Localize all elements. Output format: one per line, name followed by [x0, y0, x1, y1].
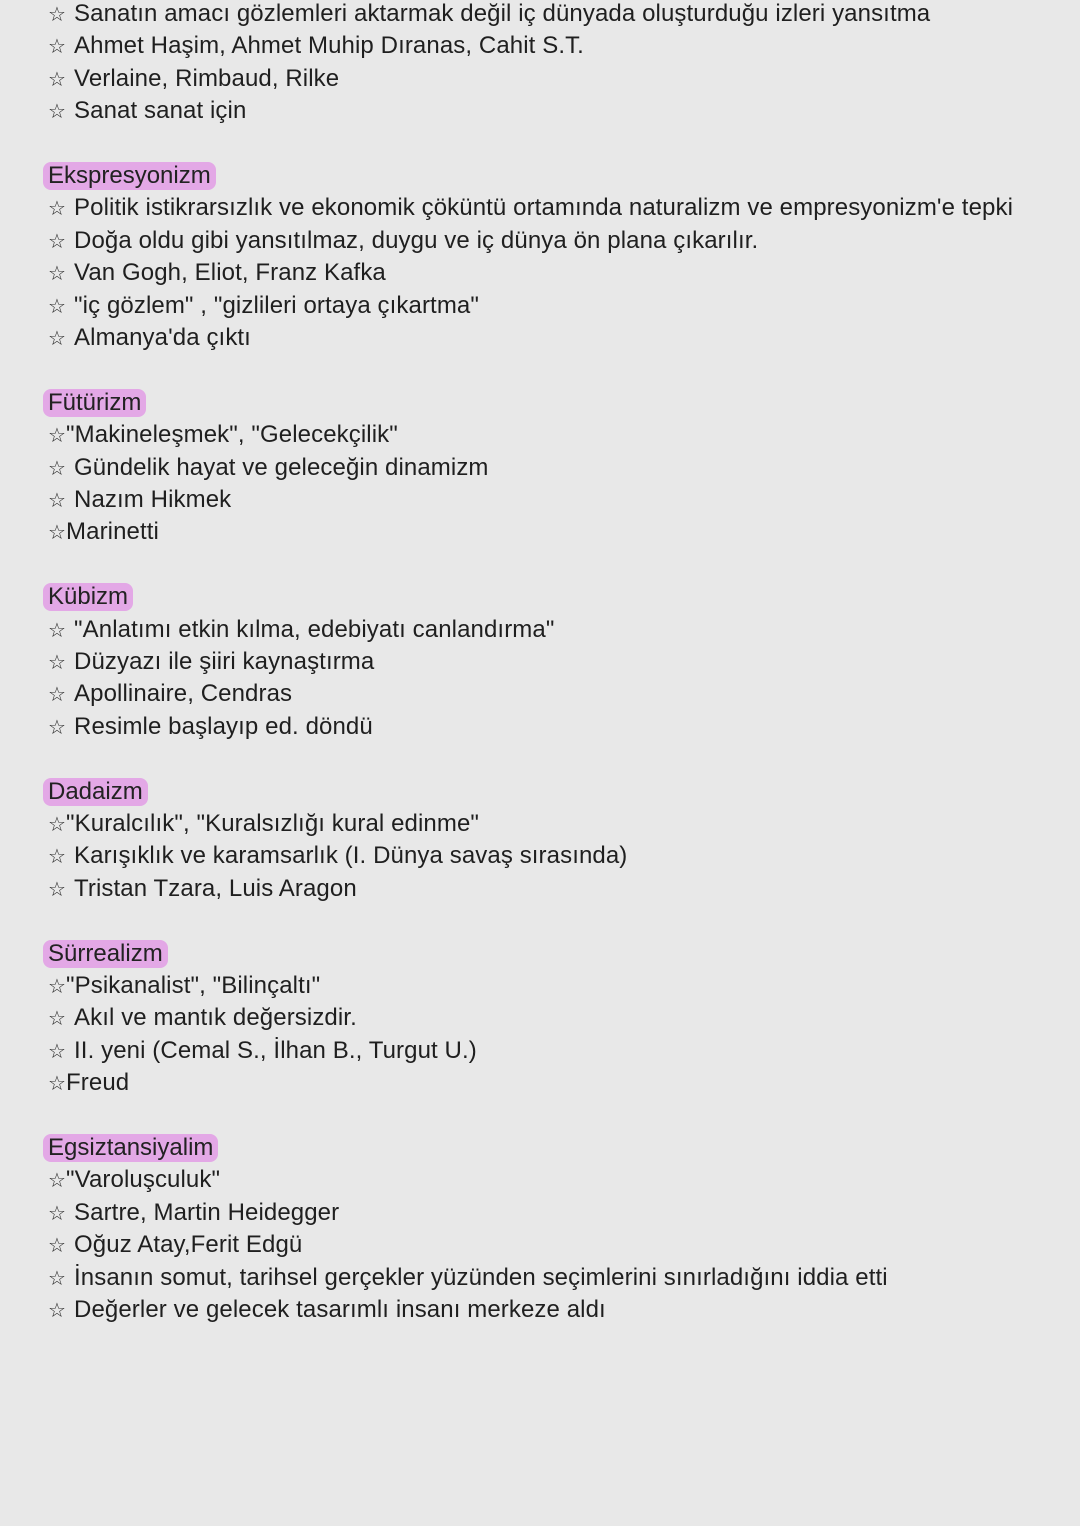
- bullet-text: Düzyazı ile şiiri kaynaştırma: [74, 648, 375, 675]
- star-bullet-icon: ☆: [48, 1038, 67, 1063]
- bullet-item: [48, 1229, 302, 1261]
- bullet-item: [48, 646, 374, 678]
- bullet-text: Akıl ve mantık değersizdir.: [74, 1004, 357, 1032]
- bullet-item: [48, 0, 930, 30]
- section-heading: Ekspresyonizm: [43, 162, 216, 190]
- bullet-item: [48, 808, 479, 840]
- bullet-text: "Kuralcılık", "Kuralsızlığı kural edinme": [66, 810, 480, 837]
- section-heading: Fütürizm: [43, 389, 146, 417]
- star-bullet-icon: ☆: [48, 423, 67, 448]
- bullet-item: [48, 1294, 606, 1326]
- star-bullet-icon: ☆: [48, 714, 67, 739]
- star-bullet-icon: ☆: [48, 1006, 67, 1031]
- bullet-text: Politik istikrarsızlık ve ekonomik çöküntü ortamında naturalizm ve empresyonizm'e tepki: [74, 194, 1013, 222]
- star-bullet-icon: ☆: [48, 812, 67, 836]
- star-bullet-icon: ☆: [48, 1168, 67, 1193]
- bullet-text: Apollinaire, Cendras: [74, 680, 293, 708]
- bullet-text: "iç gözlem" , "gizlileri ortaya çıkartma": [74, 291, 479, 319]
- star-bullet-icon: ☆: [48, 844, 67, 869]
- star-bullet-icon: ☆: [48, 876, 67, 901]
- bullet-text: "Anlatımı etkin kılma, edebiyatı canlandırma": [74, 615, 555, 643]
- bullet-item: [48, 257, 386, 289]
- star-bullet-icon: ☆: [48, 617, 67, 642]
- bullet-item: [48, 516, 159, 548]
- star-bullet-icon: ☆: [48, 682, 67, 707]
- bullet-text: Oğuz Atay,Ferit Edgü: [74, 1231, 303, 1259]
- section-heading: Dadaizm: [43, 778, 148, 806]
- star-bullet-icon: ☆: [48, 1298, 67, 1322]
- star-bullet-icon: ☆: [48, 974, 67, 998]
- star-bullet-icon: ☆: [48, 455, 67, 480]
- section-heading: Sürrealizm: [43, 940, 168, 968]
- bullet-item: [48, 225, 758, 257]
- bullet-item: [48, 873, 357, 905]
- section-heading: Kübizm: [43, 583, 133, 611]
- bullet-text: Freud: [66, 1069, 130, 1097]
- bullet-item: [48, 95, 246, 127]
- bullet-item: [48, 711, 373, 743]
- bullet-item: [48, 30, 584, 62]
- star-bullet-icon: ☆: [48, 488, 67, 512]
- bullet-item: [48, 1002, 357, 1034]
- bullet-text: Sanatın amacı gözlemleri aktarmak değil iç dünyada oluşturduğu izleri yansıtma: [74, 0, 931, 27]
- bullet-text: II. yeni (Cemal S., İlhan B., Turgut U.): [74, 1036, 477, 1064]
- star-bullet-icon: ☆: [48, 1071, 67, 1096]
- star-bullet-icon: ☆: [48, 228, 67, 253]
- bullet-text: Gündelik hayat ve geleceğin dinamizm: [74, 453, 489, 481]
- star-bullet-icon: ☆: [48, 261, 67, 286]
- bullet-text: "Varoluşculuk": [66, 1166, 221, 1194]
- star-bullet-icon: ☆: [48, 293, 67, 318]
- star-bullet-icon: ☆: [48, 520, 67, 545]
- bullet-item: [48, 452, 489, 484]
- bullet-item: [48, 63, 339, 95]
- star-bullet-icon: ☆: [48, 2, 67, 26]
- bullet-item: [48, 419, 398, 451]
- star-bullet-icon: ☆: [48, 1265, 67, 1290]
- bullet-item: [48, 290, 479, 322]
- bullet-item: [48, 322, 251, 354]
- bullet-text: Van Gogh, Eliot, Franz Kafka: [74, 259, 386, 287]
- bullet-text: Almanya'da çıktı: [74, 324, 251, 351]
- bullet-text: Karışıklık ve karamsarlık (I. Dünya savaş sırasında): [74, 842, 628, 870]
- star-bullet-icon: ☆: [48, 34, 67, 59]
- bullet-item: [48, 1067, 129, 1099]
- bullet-text: "Makineleşmek", "Gelecekçilik": [66, 421, 398, 449]
- bullet-text: Resimle başlayıp ed. döndü: [74, 712, 373, 740]
- star-bullet-icon: ☆: [48, 650, 67, 674]
- star-bullet-icon: ☆: [48, 1200, 67, 1225]
- bullet-item: [48, 1197, 339, 1229]
- bullet-item: [48, 678, 292, 710]
- bullet-text: Değerler ve gelecek tasarımlı insanı merkeze aldı: [74, 1296, 606, 1323]
- bullet-text: Doğa oldu gibi yansıtılmaz, duygu ve iç dünya ön plana çıkarılır.: [74, 226, 759, 254]
- bullet-text: Sanat sanat için: [74, 97, 247, 125]
- bullet-text: "Psikanalist", "Bilinçaltı": [66, 972, 321, 999]
- bullet-text: Tristan Tzara, Luis Aragon: [74, 874, 357, 902]
- bullet-item: [48, 840, 627, 872]
- bullet-text: İnsanın somut, tarihsel gerçekler yüzünden seçimlerini sınırladığını iddia etti: [74, 1263, 888, 1291]
- star-bullet-icon: ☆: [48, 196, 67, 221]
- bullet-text: Verlaine, Rimbaud, Rilke: [74, 64, 340, 92]
- bullet-text: Marinetti: [66, 518, 159, 546]
- bullet-item: [48, 1035, 477, 1067]
- bullet-item: [48, 1262, 888, 1294]
- star-bullet-icon: ☆: [48, 66, 67, 91]
- bullet-item: [48, 192, 1013, 224]
- bullet-text: Nazım Hikmek: [74, 486, 232, 513]
- bullet-text: Ahmet Haşim, Ahmet Muhip Dıranas, Cahit S.T.: [74, 32, 584, 60]
- bullet-item: [48, 1164, 220, 1196]
- star-bullet-icon: ☆: [48, 326, 67, 350]
- star-bullet-icon: ☆: [48, 1233, 67, 1258]
- bullet-item: [48, 970, 320, 1002]
- section-heading: Egsiztansiyalim: [43, 1134, 218, 1162]
- star-bullet-icon: ☆: [48, 99, 67, 124]
- bullet-item: [48, 484, 231, 516]
- bullet-item: [48, 614, 554, 646]
- bullet-text: Sartre, Martin Heidegger: [74, 1198, 340, 1226]
